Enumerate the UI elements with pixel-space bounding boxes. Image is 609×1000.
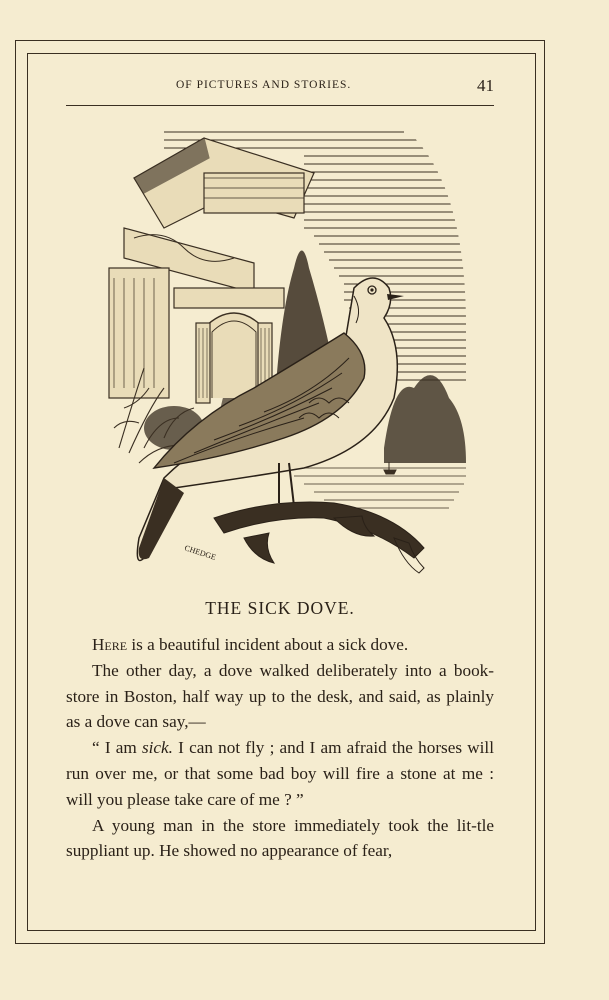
dove-engraving bbox=[104, 118, 470, 584]
running-title: OF PICTURES AND STORIES. bbox=[176, 79, 352, 91]
paragraph-1: Here is a beautiful incident about a sick dove. bbox=[92, 635, 409, 654]
running-head bbox=[66, 76, 494, 96]
page-number: 41 bbox=[477, 76, 494, 95]
engraver-signature: CHEDGE bbox=[183, 543, 218, 562]
paragraph-2: The other day, a dove walked deliberately into a book-store in Boston, half way up to the desk, and said, as plainly as a dove can say,— bbox=[66, 660, 494, 732]
branch bbox=[214, 502, 424, 573]
header-rule bbox=[66, 105, 494, 106]
lead-word: Here bbox=[92, 635, 128, 654]
chapter-title: THE SICK DOVE. bbox=[205, 598, 355, 618]
paragraph-4: A young man in the store immediately took the lit-tle suppliant up. He showed no appearance of fear, bbox=[66, 815, 494, 861]
body-text bbox=[66, 632, 494, 864]
paragraph-3: “ I am sick. I can not fly ; and I am afraid the horses will run over me, or that some bad boy will fire a stone at me : will you please take care of me ? ” bbox=[66, 738, 494, 809]
dove-beak bbox=[387, 294, 404, 300]
dove-tail bbox=[139, 478, 184, 559]
